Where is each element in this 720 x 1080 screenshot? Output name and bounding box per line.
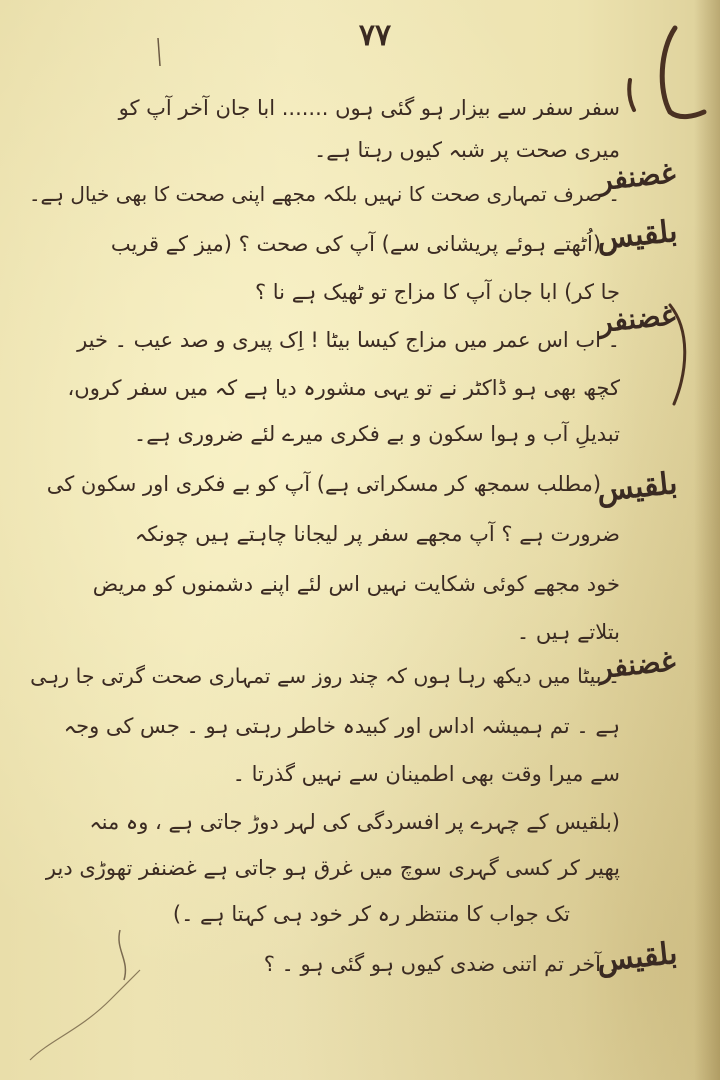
text-line: ۔ اب اس عمر میں مزاج کیسا بیٹا ! اِک پیری و صد عیب ۔ خیر: [77, 328, 620, 352]
stage-direction-line: تک جواب کا منتظر رہ کر خود ہی کہتا ہے ۔): [172, 902, 570, 926]
pencil-scribble-bottom-left: [20, 920, 160, 1070]
text-line: ۔ آخر تم اتنی ضدی کیوں ہو گئی ہو ۔ ؟: [263, 952, 620, 976]
stage-direction-line: پھیر کر کسی گہری سوچ میں غرق ہو جاتی ہے غضنفر تھوڑی دیر: [45, 856, 620, 880]
text-line: ضرورت ہے ؟ آپ مجھے سفر پر لیجانا چاہتے ہیں چونکہ: [134, 522, 620, 546]
text-line: سفر سفر سے بیزار ہو گئی ہوں ....... ابا جان آخر آپ کو: [118, 96, 620, 120]
text-line: ۔ (مطلب سمجھ کر مسکراتی ہے) آپ کو بے فکری اور سکون کی: [46, 472, 620, 496]
text-line: ۔ (اُٹھتے ہوئے پریشانی سے) آپ کی صحت ؟ (میز کے قریب: [110, 232, 620, 256]
speaker-ghazanfar-3: غضنفر: [596, 644, 678, 685]
text-line: کچھ بھی ہو ڈاکٹر نے تو یہی مشورہ دیا ہے کہ میں سفر کروں،: [67, 376, 620, 400]
speaker-ghazanfar-2: غضنفر: [596, 298, 678, 339]
speaker-bilqees-2: بلقیس: [595, 465, 679, 510]
text-line: بتلاتے ہیں ۔: [516, 620, 620, 644]
text-line: ۔ بیٹا میں دیکھ رہا ہوں کہ چند روز سے تمہاری صحت گرتی جا رہی: [30, 664, 620, 688]
text-line: میری صحت پر شبہ کیوں رہتا ہے۔: [313, 138, 620, 162]
text-line: خود مجھے کوئی شکایت نہیں اس لئے اپنے دشمنوں کو مریض: [92, 572, 620, 596]
stage-direction-line: (بلقیس کے چہرے پر افسردگی کی لہر دوڑ جاتی ہے ، وہ منہ: [89, 810, 620, 834]
speaker-ghazanfar-1: غضنفر: [596, 156, 678, 197]
speaker-bilqees-1: بلقیس: [595, 213, 679, 258]
pencil-mark-top: [152, 36, 166, 70]
text-line: جا کر) ابا جان آپ کا مزاج تو ٹھیک ہے نا ؟: [254, 280, 620, 304]
speaker-bilqees-3: بلقیس: [595, 935, 679, 980]
text-line: ۔ صرف تمہاری صحت کا نہیں بلکہ مجھے اپنی صحت کا بھی خیال ہے۔: [28, 182, 620, 206]
text-line: سے میرا وقت بھی اطمینان سے نہیں گذرتا ۔: [232, 762, 620, 786]
text-line: ہے ۔ تم ہمیشہ اداس اور کبیدہ خاطر رہتی ہو ۔ جس کی وجہ: [63, 714, 620, 738]
page-number: ۷۷: [358, 18, 392, 53]
text-line: تبدیلِ آب و ہوا سکون و بے فکری میرے لئے ضروری ہے۔: [133, 422, 620, 446]
